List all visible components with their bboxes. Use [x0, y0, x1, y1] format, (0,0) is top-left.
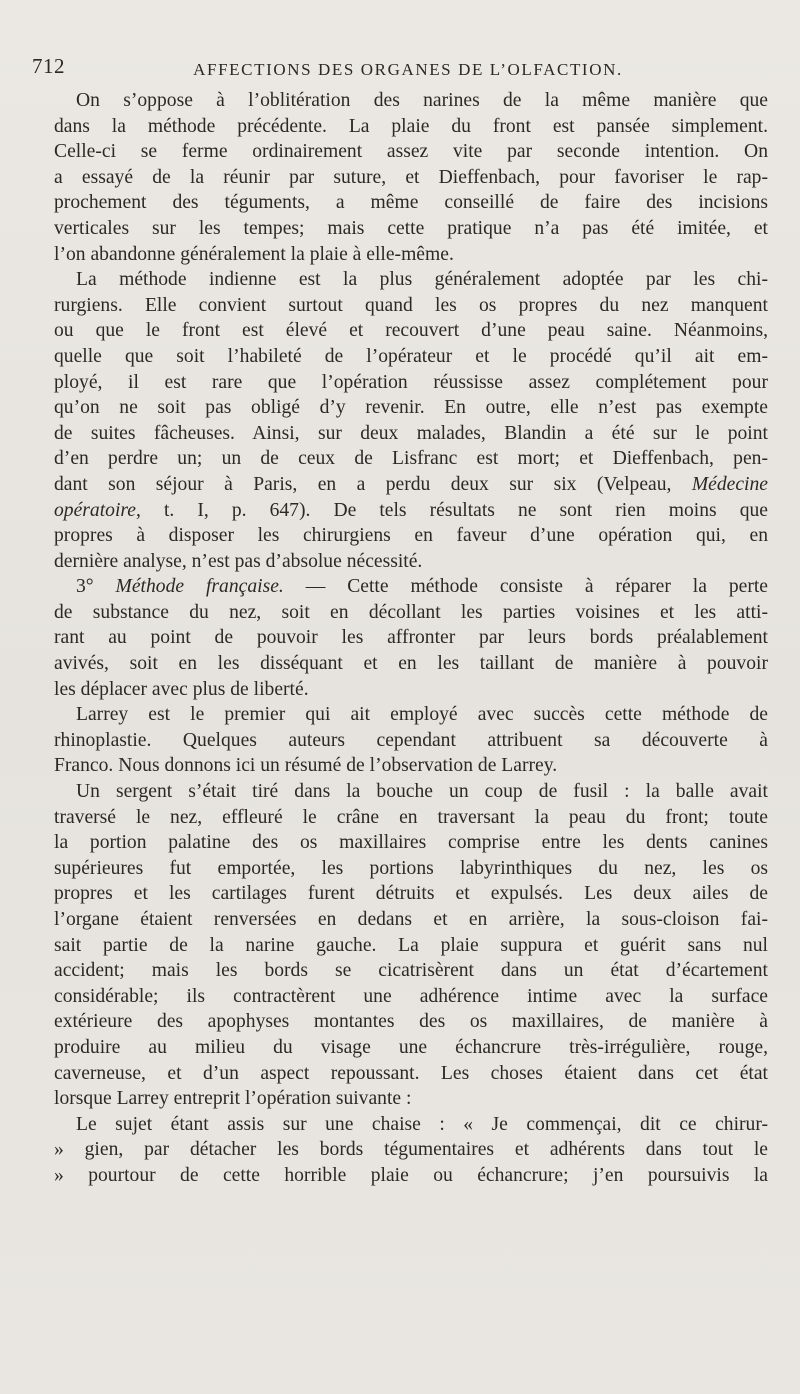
- text-line: produire au milieu du visage une échancrure très-irrégulière, rouge,: [54, 1036, 768, 1058]
- running-title: AFFECTIONS DES ORGANES DE L’OLFACTION.: [193, 60, 623, 79]
- text-line: La méthode indienne est la plus généralement adoptée par les chi-: [76, 269, 768, 291]
- text-line: traversé le nez, effleuré le crâne en traversant la peau du front; toute: [54, 806, 768, 828]
- text-line: considérable; ils contractèrent une adhérence intime avec la surface: [54, 985, 768, 1007]
- text-line: 3° Méthode française. — Cette méthode consiste à réparer la perte: [76, 576, 768, 598]
- text-line: de substance du nez, soit en décollant les parties voisines et les atti-: [54, 601, 768, 623]
- body-text: [54, 88, 768, 1189]
- text-line: Le sujet étant assis sur une chaise : « Je commençai, dit ce chirur-: [76, 1113, 768, 1135]
- text-line: propres à disposer les chirurgiens en faveur d’une opération qui, en: [54, 525, 768, 547]
- text-line: extérieure des apophyses montantes des os maxillaires, de manière à: [54, 1011, 768, 1033]
- text-line: les déplacer avec plus de liberté.: [54, 678, 309, 700]
- text-line: » gien, par détacher les bords tégumentaires et adhérents dans tout le: [54, 1139, 768, 1161]
- text-line: de suites fâcheuses. Ainsi, sur deux malades, Blandin a été sur le point: [54, 422, 768, 444]
- text-line: Un sergent s’était tiré dans la bouche un coup de fusil : la balle avait: [76, 781, 768, 803]
- page-number: 712: [32, 54, 65, 78]
- text-line: prochement des téguments, a même conseillé de faire des incisions: [54, 192, 768, 214]
- text-line: rant au point de pouvoir les affronter par leurs bords préalablement: [54, 627, 768, 649]
- text-line: d’en perdre un; un de ceux de Lisfranc est mort; et Dieffenbach, pen-: [54, 448, 768, 470]
- text-line: On s’oppose à l’oblitération des narines de la même manière que: [76, 90, 768, 111]
- text-line: verticales sur les tempes; mais cette pratique n’a pas été imitée, et: [54, 217, 768, 239]
- text-line: accident; mais les bords se cicatrisèrent dans un état d’écartement: [54, 960, 768, 982]
- text-line: Franco. Nous donnons ici un résumé de l’observation de Larrey.: [54, 755, 558, 777]
- text-line: dant son séjour à Paris, en a perdu deux sur six (Velpeau, Médecine: [54, 473, 768, 495]
- text-line: ou que le front est élevé et recouvert d’une peau saine. Néanmoins,: [54, 320, 768, 342]
- text-line: quelle que soit l’habileté de l’opérateur et le procédé qu’il ait em-: [54, 345, 768, 367]
- text-line: dans la méthode précédente. La plaie du front est pansée simplement.: [54, 115, 768, 137]
- text-line: Celle-ci se ferme ordinairement assez vite par seconde intention. On: [54, 141, 768, 163]
- text-line: rhinoplastie. Quelques auteurs cependant attribuent sa découverte à: [54, 729, 768, 751]
- text-line: l’on abandonne généralement la plaie à elle-même.: [54, 243, 454, 265]
- text-line: rurgiens. Elle convient surtout quand les os propres du nez manquent: [54, 294, 768, 316]
- text-line: opératoire, t. I, p. 647). De tels résultats ne sont rien moins que: [54, 499, 768, 521]
- text-line: avivés, soit en les disséquant et en les taillant de manière à pouvoir: [54, 653, 768, 675]
- text-line: ployé, il est rare que l’opération réussisse assez complétement pour: [54, 371, 768, 393]
- text-line: caverneuse, et d’un aspect repoussant. Les choses étaient dans cet état: [54, 1062, 768, 1084]
- text-line: » pourtour de cette horrible plaie ou échancrure; j’en poursuivis la: [54, 1164, 768, 1186]
- text-line: dernière analyse, n’est pas d’absolue nécessité.: [54, 550, 423, 572]
- text-line: Larrey est le premier qui ait employé avec succès cette méthode de: [76, 704, 768, 726]
- text-line: qu’on ne soit pas obligé d’y revenir. En outre, elle n’est pas exempte: [54, 397, 768, 419]
- text-line: a essayé de la réunir par suture, et Dieffenbach, pour favoriser le rap-: [54, 166, 768, 188]
- page-header: [30, 54, 770, 90]
- text-line: sait partie de la narine gauche. La plaie suppura et guérit sans nul: [54, 934, 768, 956]
- text-line: lorsque Larrey entreprit l’opération suivante :: [54, 1088, 412, 1110]
- text-line: l’organe étaient renversées en dedans et en arrière, la sous-cloison fai-: [54, 909, 768, 930]
- text-line: la portion palatine des os maxillaires comprise entre les dents canines: [54, 832, 768, 854]
- text-line: propres et les cartilages furent détruits et expulsés. Les deux ailes de: [54, 883, 768, 905]
- text-line: supérieures fut emportée, les portions labyrinthiques du nez, les os: [54, 857, 768, 879]
